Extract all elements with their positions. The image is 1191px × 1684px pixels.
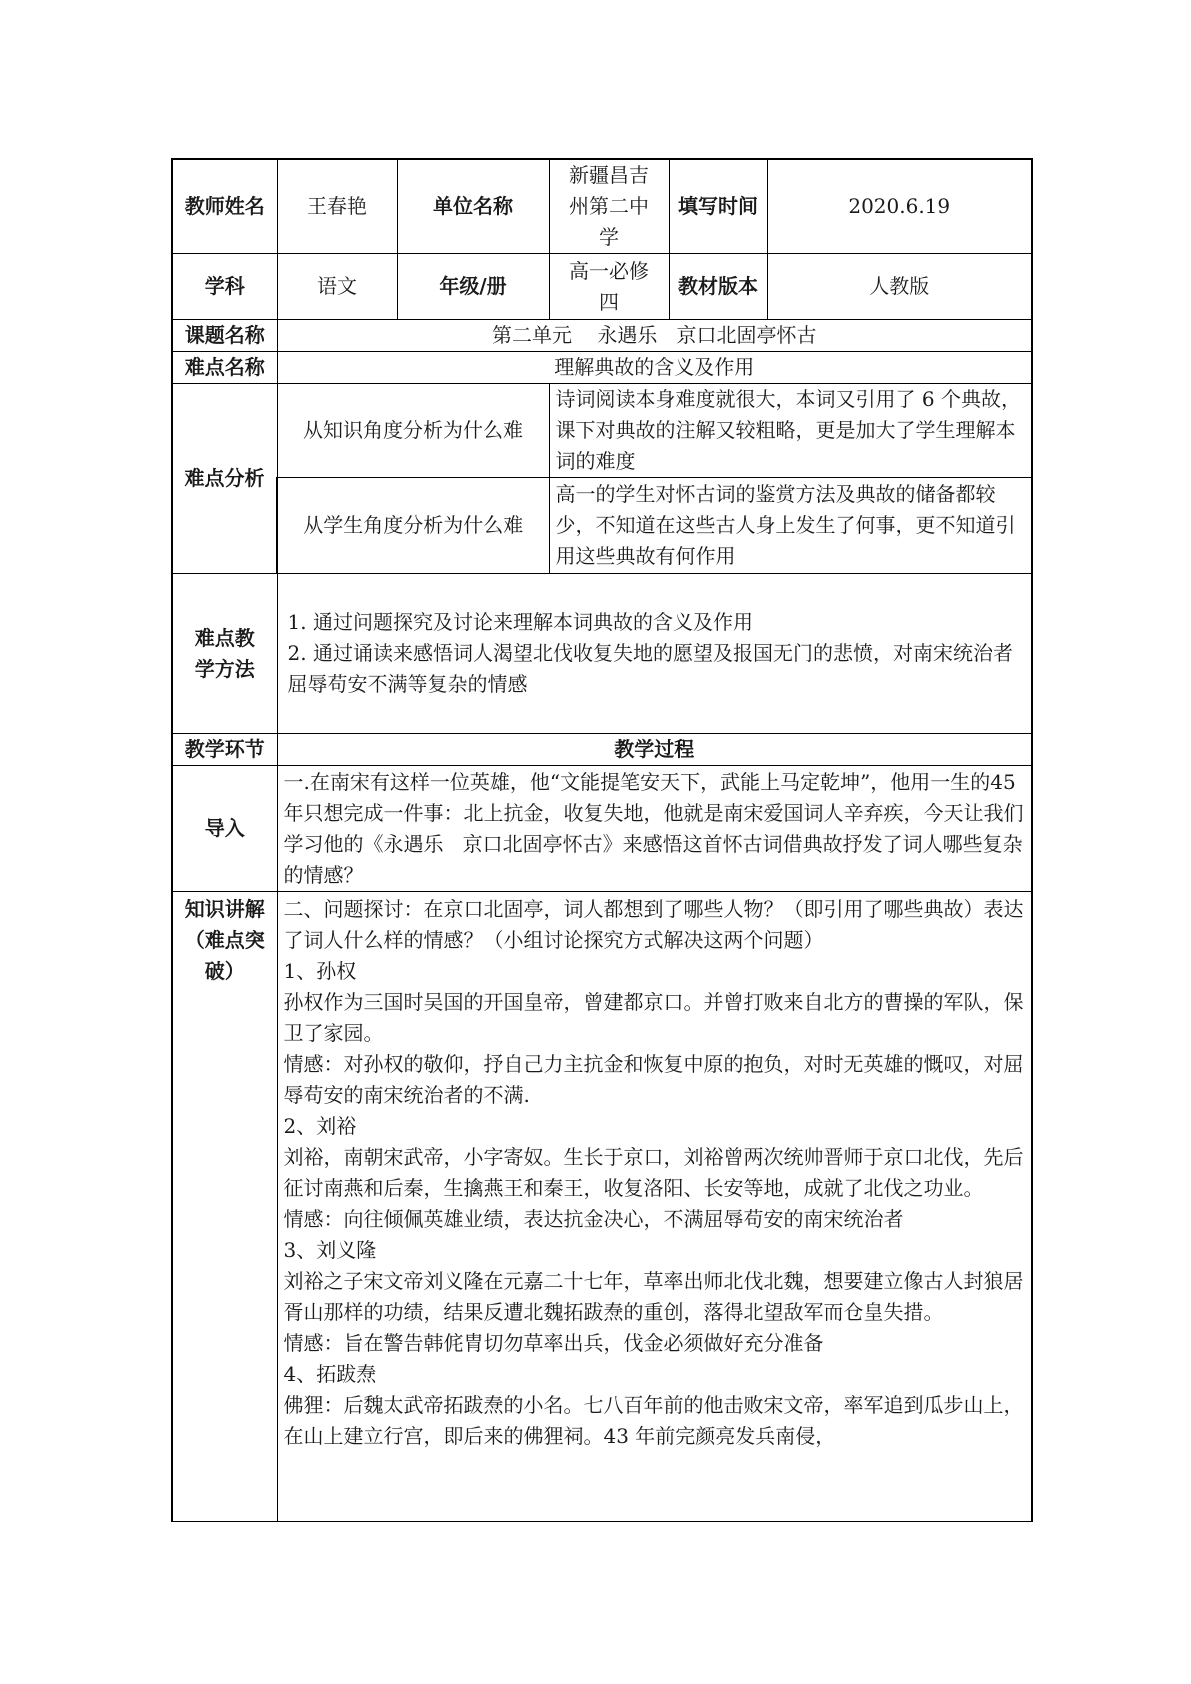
fill-date-label: 填写时间	[669, 159, 767, 254]
analysis-label: 难点分析	[172, 384, 277, 574]
figure-1-emotion: 情感：对孙权的敬仰，抒自己力主抗金和恢复中原的抱负，对时无英雄的慨叹，对屈辱苟安的南宋统治者的不满.	[283, 1052, 1024, 1107]
row-analysis-student	[172, 478, 1032, 574]
figure-2-title: 2、刘裕	[283, 1114, 357, 1138]
textbook-label: 教材版本	[669, 254, 767, 320]
row-process-header	[172, 734, 1032, 766]
subject-label: 学科	[172, 254, 277, 320]
topic-value: 第二单元 永遇乐 京口北固亭怀古	[277, 320, 1032, 352]
method-content	[277, 574, 1032, 734]
row-intro	[172, 766, 1032, 892]
figure-4-text: 佛狸：后魏太武帝拓跋焘的小名。七八百年前的他击败宋文帝，率军追到瓜步山上，在山上建立行宫，即后来的佛狸祠。43 年前完颜亮发兵南侵，	[283, 1393, 1024, 1448]
row-topic	[172, 320, 1032, 352]
row-analysis-knowledge	[172, 384, 1032, 478]
figure-4-title: 4、拓跋焘	[283, 1362, 377, 1386]
subject-value: 语文	[277, 254, 397, 320]
student-angle-label: 从学生角度分析为什么难	[277, 478, 549, 574]
row-explanation	[172, 892, 1032, 1522]
student-angle-text: 高一的学生对怀古词的鉴赏方法及典故的储备都较少，不知道在这些古人身上发生了何事，更不知道引用这些典故有何作用	[549, 478, 1032, 574]
figure-3-text: 刘裕之子宋文帝刘义隆在元嘉二十七年，草率出师北伐北魏，想要建立像古人封狼居胥山那样的功绩，结果反遭北魏拓跋焘的重创，落得北望敌军而仓皇失措。	[283, 1269, 1024, 1324]
explain-content	[277, 892, 1032, 1522]
teaching-stage-label: 教学环节	[172, 734, 277, 766]
knowledge-angle-label: 从知识角度分析为什么难	[277, 384, 549, 478]
explain-label: 知识讲解（难点突破）	[172, 892, 277, 1522]
topic-label: 课题名称	[172, 320, 277, 352]
figure-2-text: 刘裕，南朝宋武帝，小字寄奴。生长于京口，刘裕曾两次统帅晋师于京口北伐，先后征讨南燕和后秦，生擒燕王和秦王，收复洛阳、长安等地，成就了北伐之功业。	[283, 1145, 1024, 1200]
knowledge-angle-text: 诗词阅读本身难度就很大，本词又引用了 6 个典故，课下对典故的注解又较粗略，更是加大了学生理解本词的难度	[549, 384, 1032, 478]
row-difficulty	[172, 352, 1032, 384]
difficulty-label: 难点名称	[172, 352, 277, 384]
figure-3-emotion: 情感：旨在警告韩侂胄切勿草率出兵，伐金必须做好充分准备	[283, 1331, 824, 1355]
row-subject-info	[172, 254, 1032, 320]
grade-value: 高一必修四	[549, 254, 669, 320]
question-text: 二、问题探讨：在京口北固亭，词人都想到了哪些人物？（即引用了哪些典故）表达了词人什么样的情感？（小组讨论探究方式解决这两个问题）	[283, 897, 1024, 952]
method-item-1: 1. 通过问题探究及讨论来理解本词典故的含义及作用	[287, 610, 753, 634]
figure-2-emotion: 情感：向往倾佩英雄业绩，表达抗金决心，不满屈辱苟安的南宋统治者	[283, 1207, 904, 1231]
teacher-name-label: 教师姓名	[172, 159, 277, 254]
figure-1-title: 1、孙权	[283, 959, 357, 983]
unit-name-label: 单位名称	[397, 159, 549, 254]
intro-text: 一.在南宋有这样一位英雄，他“文能提笔安天下，武能上马定乾坤”，他用一生的45年只想完成一件事：北上抗金，收复失地，他就是南宋爱国词人辛弃疾，今天让我们学习他的《永遇乐 京口北固亭怀古》来感悟这首怀古词借典故抒发了词人哪些复杂的情感？	[277, 766, 1032, 892]
method-item-2: 2. 通过诵读来感悟词人渴望北伐收复失地的愿望及报国无门的悲愤，对南宋统治者屈辱苟安不满等复杂的情感	[287, 641, 1013, 696]
row-method	[172, 574, 1032, 734]
intro-label: 导入	[172, 766, 277, 892]
row-teacher-info	[172, 159, 1032, 254]
difficulty-value: 理解典故的含义及作用	[277, 352, 1032, 384]
grade-label: 年级/册	[397, 254, 549, 320]
teaching-process-label: 教学过程	[277, 734, 1032, 766]
figure-1-text: 孙权作为三国时吴国的开国皇帝，曾建都京口。并曾打败来自北方的曹操的军队，保卫了家园。	[283, 990, 1024, 1045]
textbook-value: 人教版	[767, 254, 1032, 320]
fill-date-value: 2020.6.19	[767, 159, 1032, 254]
figure-3-title: 3、刘义隆	[283, 1238, 377, 1262]
teacher-name-value: 王春艳	[277, 159, 397, 254]
unit-name-value: 新疆昌吉州第二中学	[549, 159, 669, 254]
lesson-plan-table	[171, 158, 1033, 1522]
method-label: 难点教学方法	[172, 574, 277, 734]
